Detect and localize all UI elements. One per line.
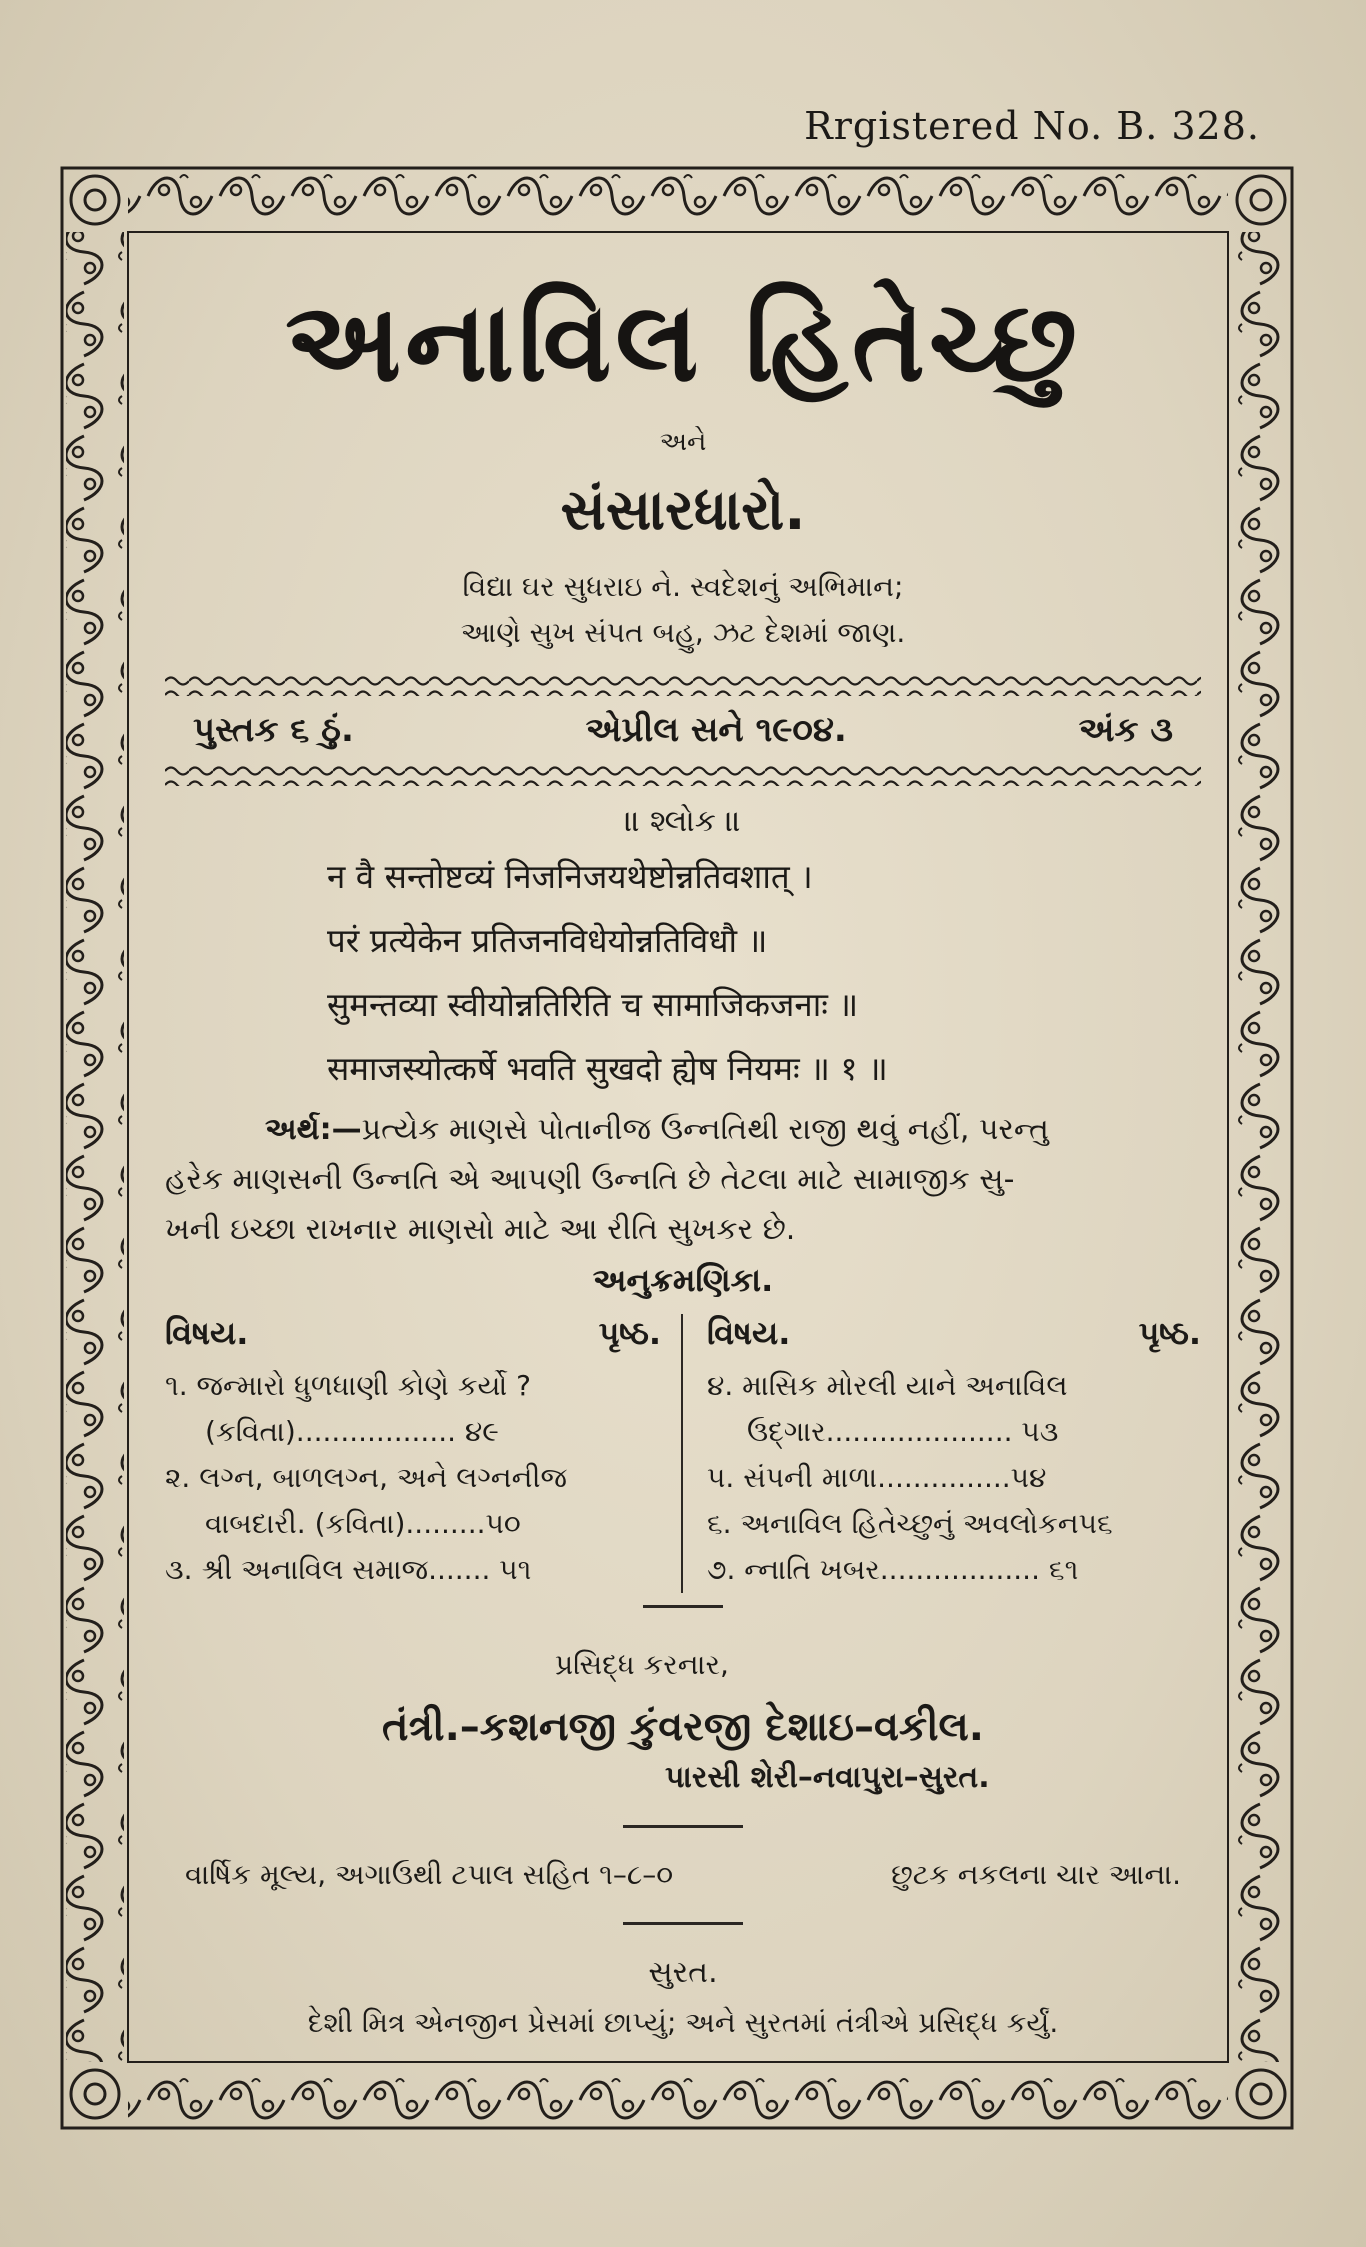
contents-item xyxy=(707,1363,1201,1455)
subject-header: વિષય. xyxy=(707,1314,791,1352)
shloka-line: सुमन्तव्या स्वीयोन्नतिरिति च सामाजिकजनाः ॥ xyxy=(327,985,859,1024)
press-imprint: દેશી મિત્ર એનજીન પ્રેસમાં છાપ્યું; અને સુરતમાં તંત્રીએ પ્રસિદ્ધ કર્યું. xyxy=(307,2006,1059,2039)
issue-number: અંક ૩ xyxy=(1078,710,1173,750)
meaning-paragraph xyxy=(165,1105,1201,1255)
motto-line: આણે સુખ સંપત બહુ, ઝટ દેશમાં જાણ. xyxy=(460,616,906,649)
contents-header xyxy=(165,1314,661,1353)
publisher-label: પ્રસિદ્ધ કરનાર, xyxy=(555,1648,729,1681)
pricing-row xyxy=(165,1858,1201,1892)
contents-item xyxy=(707,1455,1201,1501)
publisher-address: પારસી શેરી–નવાપુરા–સુરત. xyxy=(665,1760,990,1795)
shloka-line: समाजस्योत्कर्षे भवति सुखदो ह्येष नियमः ॥ १ ॥ xyxy=(327,1049,888,1088)
meaning-line: પ્રત્યેક માણસે પોતાનીજ ઉન્નતિથી રાજી થવું નહીં, પરન્તુ xyxy=(361,1112,1049,1147)
imprint-city: સુરત. xyxy=(648,1955,718,1990)
contents-column-right xyxy=(683,1314,1201,1593)
contents-item-line: ૨. લગ્ન, બાળલગ્ન, અને લગ્નનીજ xyxy=(165,1461,568,1494)
contents-item-line: ૩. શ્રી અનાવિલ સમાજ....... ૫૧ xyxy=(165,1553,532,1586)
motto-line: વિદ્યા ઘર સુધરાઇ ને. સ્વદેશનું અભિમાન; xyxy=(462,570,904,603)
short-rule xyxy=(623,1922,743,1925)
short-rule xyxy=(643,1605,723,1608)
editor-name: તંત્રી.–કશનજી કુંવરજી દેશાઇ–વકીલ. xyxy=(382,1704,984,1750)
shloka-verse xyxy=(327,845,1201,1101)
annual-price: વાર્ષિક મૂલ્ય, અગાઉથી ટપાલ સહિત ૧–૮–૦ xyxy=(185,1858,674,1891)
contents-item xyxy=(707,1501,1201,1547)
magazine-title: અનાવિલ હિતેચ્છુ xyxy=(285,278,1081,406)
contents-item-line: ઉદ્‌ગાર..................... ૫૩ xyxy=(747,1415,1059,1448)
contents-item-line: ૬. અનાવિલ હિતેચ્છુનું અવલોકન૫૬ xyxy=(707,1507,1113,1540)
meaning-line: હરેક માણસની ઉન્નતિ એ આપણી ઉન્નતિ છે તેટલા માટે સામાજીક સુ- xyxy=(165,1162,1015,1197)
magazine-subtitle: સંસારધારો. xyxy=(560,478,806,543)
contents-item-line: વાબદારી. (કવિતા).........૫૦ xyxy=(205,1507,521,1540)
shloka-line: न वै सन्तोष्टव्यं निजनिजयथेष्टोन्नतिवशात् । xyxy=(327,857,813,896)
cover-content xyxy=(165,255,1201,2040)
subject-header: વિષય. xyxy=(165,1314,249,1352)
contents-item-line: ૧. જન્મારો ધુળધાણી કોણે કર્યો ? xyxy=(165,1369,531,1402)
contents-item xyxy=(707,1547,1201,1593)
shloka-heading: ॥ શ્લોક ॥ xyxy=(624,804,742,839)
volume-number: પુસ્તક ૬ ઠું. xyxy=(193,710,354,750)
contents-header xyxy=(707,1314,1201,1353)
contents-item xyxy=(165,1455,661,1547)
registration-number: Rrgistered No. B. 328. xyxy=(804,104,1260,148)
motto xyxy=(165,564,1201,656)
page-header: પૃષ્ઠ. xyxy=(598,1314,661,1352)
contents-item-line: (કવિતા).................. ૪૯ xyxy=(205,1415,499,1448)
contents-item-line: ૭. ન્નાતિ ખબર.................. ૬૧ xyxy=(707,1553,1079,1586)
contents-item-line: ૪. માસિક મોરલી યાને અનાવિલ xyxy=(707,1369,1068,1402)
meaning-label: અર્થ:— xyxy=(265,1112,362,1147)
meaning-line: ખની ઇચ્છા રાખનાર માણસો માટે આ રીતિ સુખકર છે. xyxy=(165,1212,796,1247)
single-copy-price: છુટક નકલના ચાર આના. xyxy=(891,1858,1181,1891)
contents-item xyxy=(165,1363,661,1455)
contents-column-left xyxy=(165,1314,683,1593)
short-rule xyxy=(623,1825,743,1828)
issue-info-row xyxy=(165,696,1201,764)
contents-item xyxy=(165,1547,661,1593)
contents-item-line: ૫. સંપની માળા...............૫૪ xyxy=(707,1461,1047,1494)
page-header: પૃષ્ઠ. xyxy=(1138,1314,1201,1352)
wavy-divider xyxy=(165,674,1201,696)
issue-date: એપ્રીલ સને ૧૯૦૪. xyxy=(585,710,847,750)
contents-title: અનુક્રમણિકા. xyxy=(592,1261,774,1299)
conjunction-text: અને xyxy=(659,427,707,457)
wavy-divider xyxy=(165,764,1201,786)
table-of-contents xyxy=(165,1314,1201,1593)
shloka-line: परं प्रत्येकेन प्रतिजनविधेयोन्नतिविधौ ॥ xyxy=(327,921,768,960)
